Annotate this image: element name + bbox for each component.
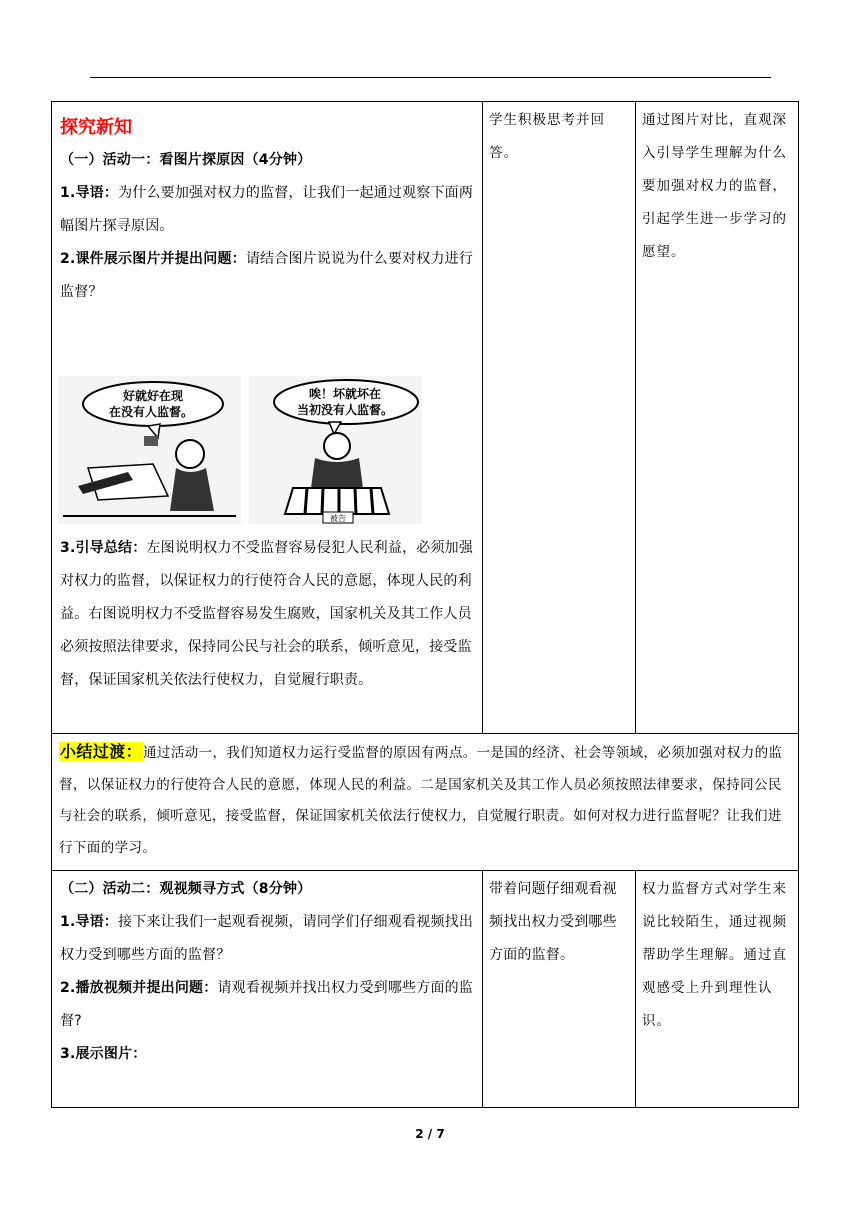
column-divider [635,102,636,733]
item-label: 1.导语： [60,185,119,201]
page-number: 2 / 7 [415,1127,445,1141]
activity2-cell [60,873,478,1071]
column-divider [482,870,483,1107]
summary-transition [59,736,794,864]
item-text: 左图说明权力不受监督容易侵犯人民利益，必须加强对权力的监督，以保证权力的行使符合人民的意愿，体现人民的利益。右图说明权力不受监督容易发生腐败，国家机关及其工作人员必须按照法律要求，保持同公民与社会的联系，倾听意见，接受监督，保证国家机关依法行使权力，自觉履行职责。 [60,540,474,688]
summary-text: 通过活动一，我们知道权力运行受监督的原因有两点。一是国的经济、社会等领域，必须加强对权力的监督，以保证权力的行使符合人民的意愿，体现人民的利益。二是国家机关及其工作人员必须按照法律要求，保持同公民与社会的联系，倾听意见，接受监督，保证国家机关依法行使权力，自觉履行职责。如何对权力进行监督呢？让我们进行下面的学习。 [59,745,783,856]
student-activity-1: 学生积极思考并回答。 [489,112,605,161]
design-intent-2: 权力监督方式对学生来说比较陌生，通过视频帮助学生理解。通过直观感受上升到理性认识。 [642,881,787,1029]
lesson-table [51,101,799,1108]
design-intent-1: 通过图片对比，直观深入引导学生理解为什么要加强对权力的监督，引起学生进一步学习的愿望。 [642,112,787,260]
defendant-sign: 被告 [330,514,346,523]
activity1-item2 [60,243,478,309]
cartoon-caption-line2: 在没有人监督。 [108,405,194,419]
cartoon-caption-line1: 唉！坏就坏在 [308,387,382,401]
activity2-item1 [60,906,478,972]
activity1-summary [60,532,478,697]
item-text: 请结合图片说说为什么要对权力进行监督？ [60,251,474,300]
item-label: 1.导语： [60,914,119,930]
cartoon-image-right [249,376,422,524]
activity1-heading: （一）活动一：看图片探原因（4分钟） [60,152,312,168]
student-activity-2: 带着问题仔细观看视频找出权力受到哪些方面的监督。 [489,881,617,963]
item-text: 请观看视频并找出权力受到哪些方面的监督? [60,980,474,1029]
activity1-item1 [60,177,478,243]
item-label: 2.播放视频并提出问题： [60,980,218,996]
activity1-item3 [60,532,478,697]
header-rule [90,77,771,78]
activity1-cell [60,108,478,309]
cartoon-caption-line1: 好就好在现 [122,389,184,403]
activity2-item3: 3.展示图片： [60,1046,147,1062]
activity2-item2 [60,972,478,1038]
item-label: 2.课件展示图片并提出问题： [60,251,246,267]
summary-label: 小结过渡： [60,742,143,761]
cartoon-image-left [58,376,241,524]
section-title: 探究新知 [60,117,132,138]
item-text: 接下来让我们一起观看视频，请同学们仔细观看视频找出权力受到哪些方面的监督？ [60,914,474,963]
cartoon-caption-line2: 当初没有人监督。 [296,403,394,417]
column-divider [482,102,483,733]
item-label: 3.引导总结： [60,540,147,556]
activity2-heading: （二）活动二：观视频寻方式（8分钟） [60,881,312,897]
column-divider [635,870,636,1107]
row-divider [52,733,798,734]
item-text: 为什么要加强对权力的监督，让我们一起通过观察下面两幅图片探寻原因。 [60,185,474,234]
row-divider [52,870,798,871]
